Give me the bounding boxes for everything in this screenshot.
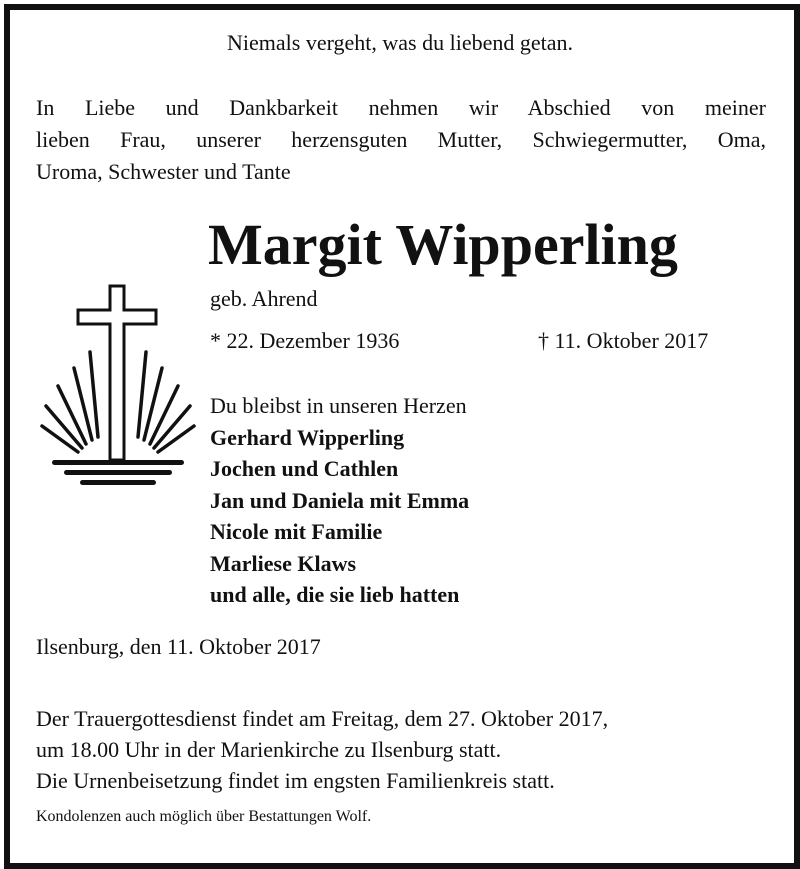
intro-line: In Liebe und Dankbarkeit nehmen wir Abschied von meiner xyxy=(36,95,766,120)
mourner-line: Du bleibst in unseren Herzen xyxy=(210,393,467,418)
mourner-line: Nicole mit Familie xyxy=(210,519,383,544)
service-line: Die Urnenbeisetzung findet im engsten Familienkreis statt. xyxy=(36,768,555,793)
mourner-line: Jochen und Cathlen xyxy=(210,456,399,481)
mourner-line: Gerhard Wipperling xyxy=(210,424,405,450)
condolence-note: Kondolenzen auch möglich über Bestattungen Wolf. xyxy=(36,808,372,825)
mourner-line: Jan und Daniela mit Emma xyxy=(210,487,470,513)
motto: Niemals vergeht, was du liebend getan. xyxy=(227,30,573,55)
death-date: † 11. Oktober 2017 xyxy=(538,328,709,353)
service-info xyxy=(36,703,608,796)
intro-text xyxy=(36,92,766,188)
service-line: um 18.00 Uhr in der Marienkirche zu Ilsenburg statt. xyxy=(36,737,502,762)
intro-line: Uroma, Schwester und Tante xyxy=(36,159,291,184)
mourners-list xyxy=(210,390,469,611)
cross-sun-water-icon xyxy=(40,282,196,492)
birth-date: * 22. Dezember 1936 xyxy=(210,328,400,353)
place-date: Ilsenburg, den 11. Oktober 2017 xyxy=(36,634,321,659)
intro-line: lieben Frau, unserer herzensguten Mutter, Schwiegermutter, Oma, xyxy=(36,127,766,152)
mourner-line: und alle, die sie lieb hatten xyxy=(210,582,460,607)
deceased-name: Margit Wipperling xyxy=(208,212,678,277)
service-line: Der Trauergottesdienst findet am Freitag, dem 27. Oktober 2017, xyxy=(36,706,609,731)
birth-name: geb. Ahrend xyxy=(210,286,318,311)
mourner-line: Marliese Klaws xyxy=(210,550,357,576)
